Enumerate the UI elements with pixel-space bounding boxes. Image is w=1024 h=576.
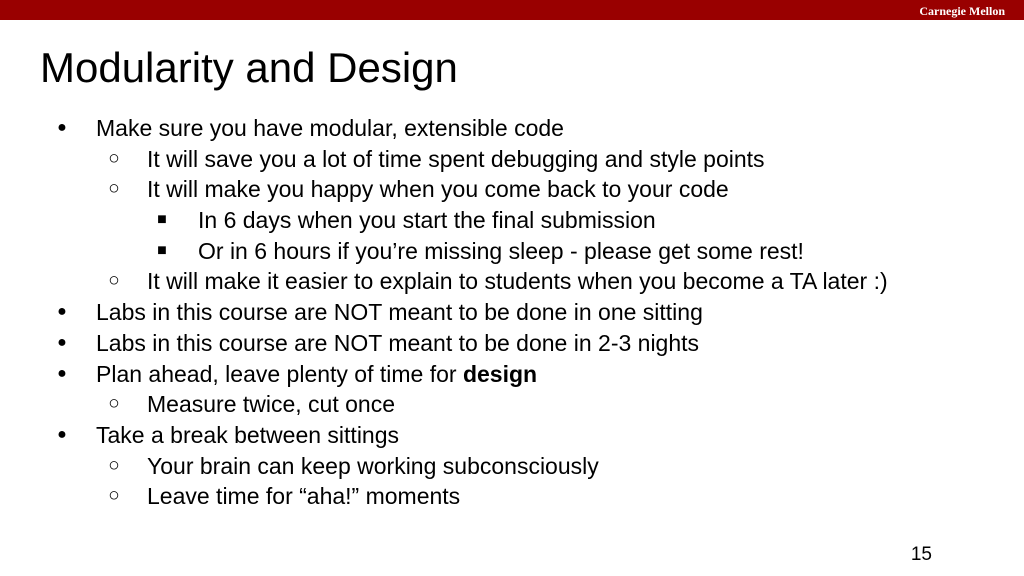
list-item-text: Labs in this course are NOT meant to be done in 2-3 nights	[96, 329, 700, 356]
list-item	[0, 297, 1024, 328]
hollow-bullet-icon: ○	[108, 393, 120, 415]
list-item-text: It will make it easier to explain to students when you become a TA later :)	[147, 268, 888, 295]
bullet-icon: ●	[57, 364, 67, 382]
square-bullet-icon: ■	[157, 211, 167, 229]
bullet-icon: ●	[57, 333, 67, 351]
list-item-text: Labs in this course are NOT meant to be done in one sitting	[96, 299, 703, 326]
bullet-icon: ●	[57, 119, 67, 136]
list-item-text	[96, 359, 537, 390]
bullet-list	[0, 113, 1024, 512]
list-item-text: Take a break between sittings	[96, 421, 400, 448]
list-item	[0, 205, 1024, 236]
list-item	[0, 389, 1024, 420]
list-item	[0, 328, 1024, 359]
list-item-text: Or in 6 hours if you’re missing sleep - please get some rest!	[198, 237, 804, 264]
list-item	[0, 359, 1024, 390]
slide-title: Modularity and Design	[40, 44, 458, 91]
square-bullet-icon: ■	[157, 241, 167, 259]
hollow-bullet-icon: ○	[108, 454, 120, 476]
list-item	[0, 481, 1024, 512]
header-bar	[0, 0, 1024, 20]
list-item	[0, 451, 1024, 482]
emphasis-word: design	[462, 360, 538, 387]
list-item-text: Leave time for “aha!” moments	[147, 483, 461, 510]
list-item-text: It will save you a lot of time spent debugging and style points	[147, 145, 765, 172]
list-item	[0, 144, 1024, 175]
hollow-bullet-icon: ○	[108, 147, 120, 169]
brand-name: Carnegie Mellon	[919, 4, 1005, 18]
list-item	[0, 113, 1024, 144]
page-number: 15	[910, 544, 932, 565]
bullet-icon: ●	[57, 303, 67, 321]
hollow-bullet-icon: ○	[108, 178, 120, 200]
list-item-text: It will make you happy when you come back to your code	[147, 176, 729, 203]
list-item-text: Measure twice, cut once	[147, 391, 396, 418]
hollow-bullet-icon: ○	[108, 270, 120, 292]
list-item-text: In 6 days when you start the final submission	[198, 207, 656, 234]
bullet-icon: ●	[57, 425, 67, 443]
list-item-text: Make sure you have modular, extensible code	[96, 115, 564, 141]
hollow-bullet-icon: ○	[108, 485, 120, 507]
list-item-text: Your brain can keep working subconsciously	[147, 452, 599, 479]
list-item	[0, 266, 1024, 297]
list-item	[0, 420, 1024, 451]
list-item-text-plain: Plan ahead, leave plenty of time for	[96, 360, 463, 387]
list-item	[0, 174, 1024, 205]
list-item	[0, 236, 1024, 267]
